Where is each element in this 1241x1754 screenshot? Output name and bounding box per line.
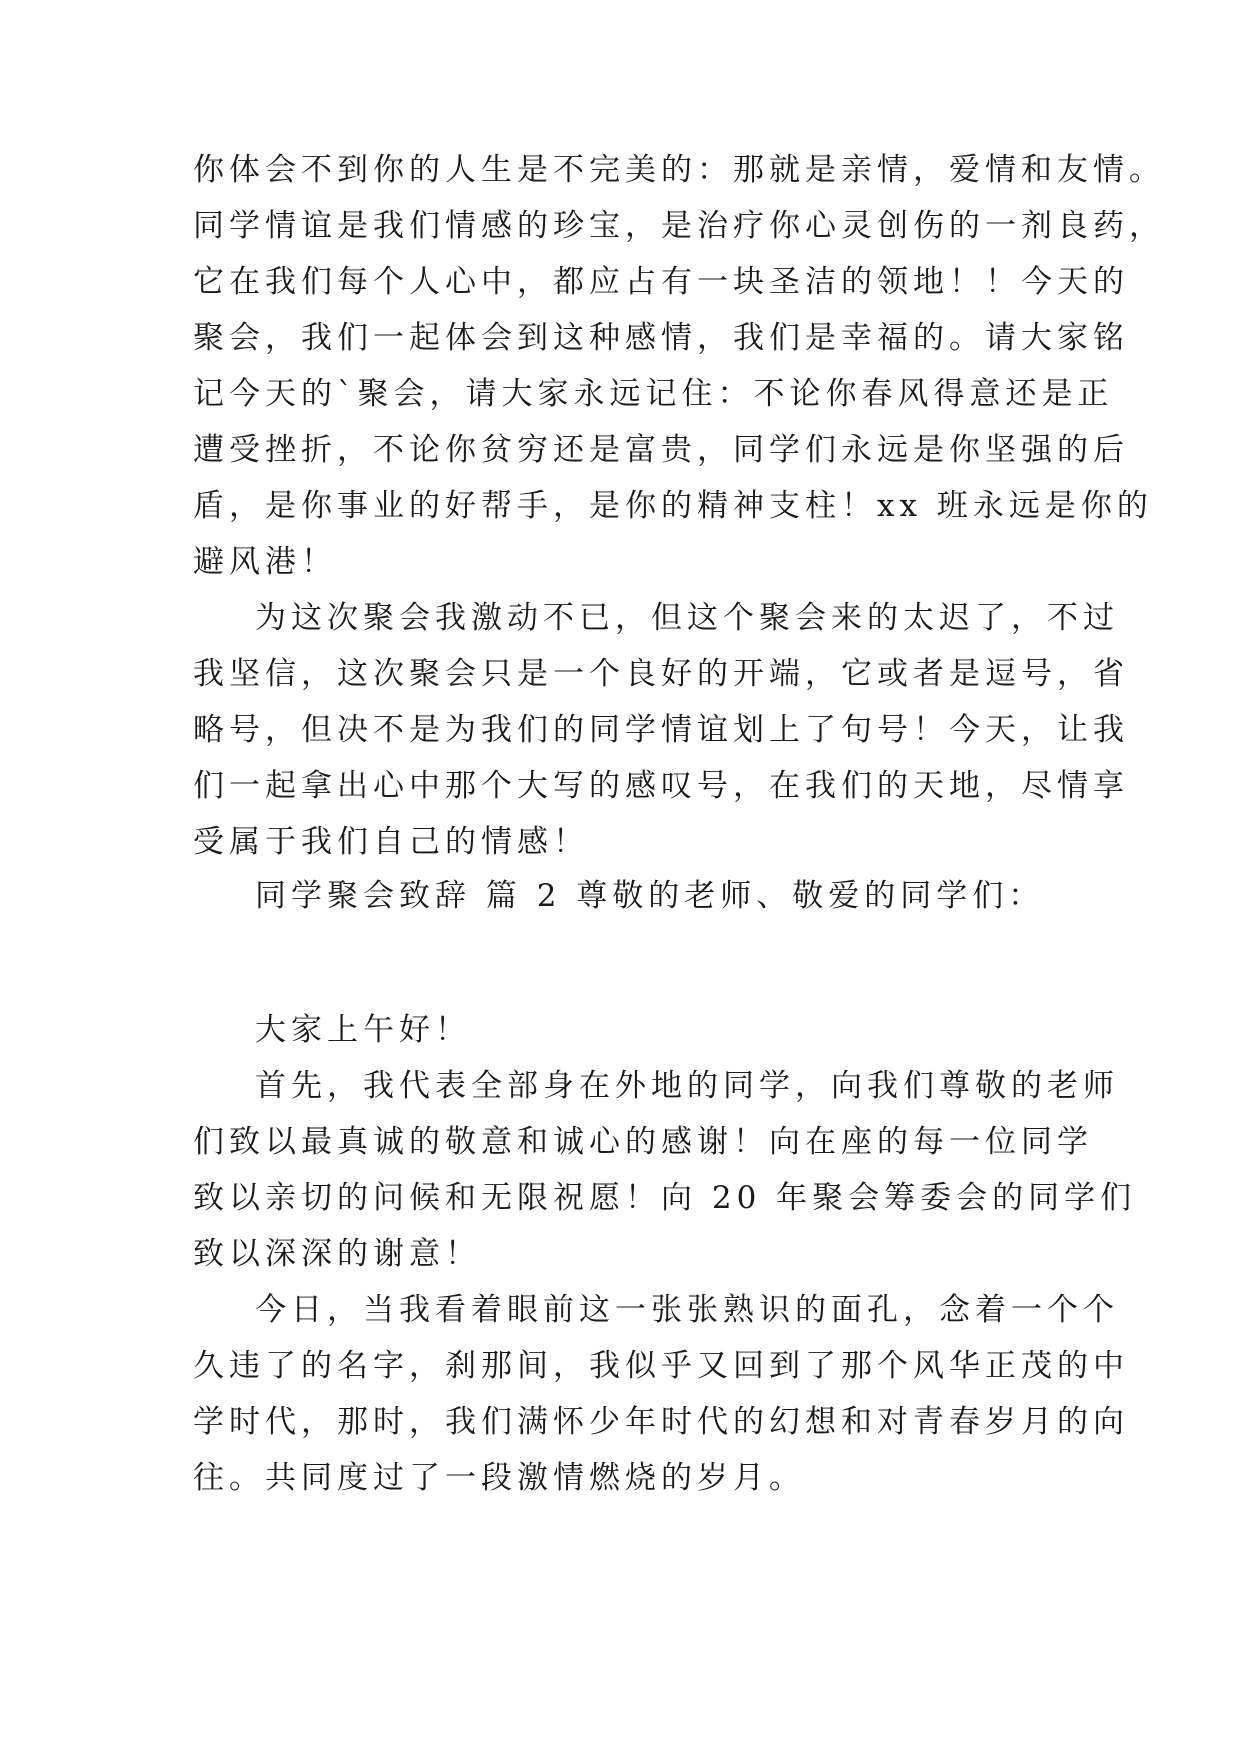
text-line: 记今天的`聚会，请大家永远记住：不论你春风得意还是正 [193, 376, 1114, 412]
text-line: 我坚信，这次聚会只是一个良好的开端，它或者是逗号，省 [193, 656, 1129, 692]
section-heading: 同学聚会致辞 篇 2 尊敬的老师、敬爱的同学们： [255, 878, 1045, 914]
greeting-line: 大家上午好！ [255, 1012, 471, 1048]
paragraph-start-line: 首先，我代表全部身在外地的同学，向我们尊敬的老师 [255, 1068, 1119, 1104]
text-line: 致以深深的谢意！ [193, 1236, 481, 1272]
text-line: 它在我们每个人心中，都应占有一块圣洁的领地！！今天的 [193, 264, 1129, 300]
text-line: 往。共同度过了一段激情燃烧的岁月。 [193, 1460, 805, 1496]
paragraph-start-line: 今日，当我看着眼前这一张张熟识的面孔，念着一个个 [255, 1292, 1119, 1328]
paragraph-start-line: 为这次聚会我激动不已，但这个聚会来的太迟了，不过 [255, 600, 1119, 636]
text-line: 略号，但决不是为我们的同学情谊划上了句号！今天，让我 [193, 712, 1129, 748]
text-line: 盾，是你事业的好帮手，是你的精神支柱！xx 班永远是你的 [193, 488, 1153, 524]
text-line: 致以亲切的问候和无限祝愿！向 20 年聚会筹委会的同学们 [193, 1180, 1137, 1216]
text-line: 们致以最真诚的敬意和诚心的感谢！向在座的每一位同学 [193, 1124, 1093, 1160]
text-line: 受属于我们自己的情感！ [193, 824, 589, 860]
text-line: 遭受挫折，不论你贫穷还是富贵，同学们永远是你坚强的后 [193, 432, 1129, 468]
text-line: 同学情谊是我们情感的珍宝，是治疗你心灵创伤的一剂良药， [193, 208, 1165, 244]
text-line: 久违了的名字，刹那间，我似乎又回到了那个风华正茂的中 [193, 1348, 1129, 1384]
text-line: 们一起拿出心中那个大写的感叹号，在我们的天地，尽情享 [193, 768, 1129, 804]
text-line: 你体会不到你的人生是不完美的：那就是亲情，爱情和友情。 [193, 152, 1165, 188]
text-line: 避风港！ [193, 544, 337, 580]
text-line: 聚会，我们一起体会到这种感情，我们是幸福的。请大家铭 [193, 320, 1129, 356]
text-line: 学时代，那时，我们满怀少年时代的幻想和对青春岁月的向 [193, 1404, 1129, 1440]
